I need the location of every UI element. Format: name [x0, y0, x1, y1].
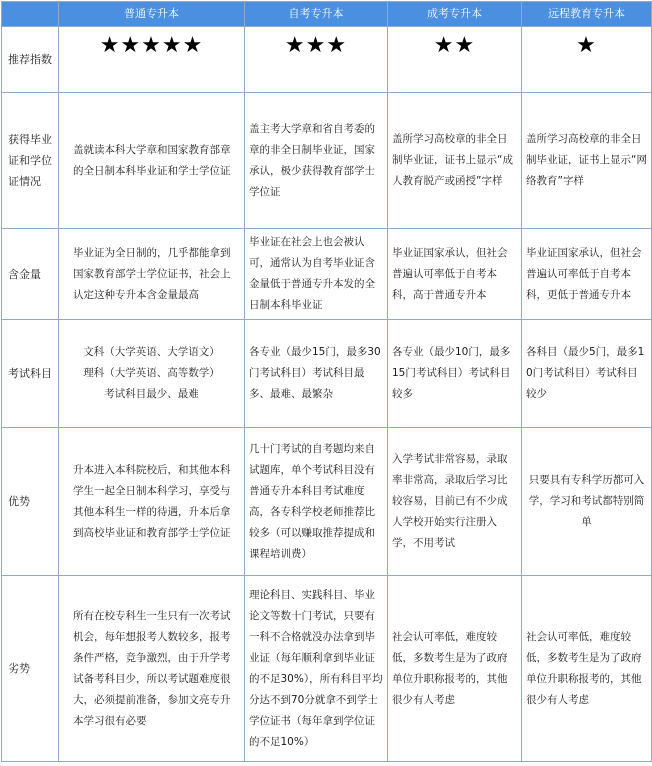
- row-label-value: 含金量: [2, 229, 59, 320]
- header-self-study: 自考专升本: [245, 2, 388, 27]
- header-row: [2, 2, 652, 27]
- comparison-table: [1, 1, 652, 762]
- cell-value-distance: 毕业证国家承认，但社会普遍认可率低于自考本科，更低于普通专升本: [522, 229, 652, 320]
- rating-stars-adult-exam: ★★: [388, 27, 522, 93]
- rating-stars-self-study: ★★★: [245, 27, 388, 93]
- cell-subjects-distance: 各科目（最少5门，最多10门考试科目）考试科目较少: [522, 320, 652, 428]
- cell-advantages-distance: 只要具有专科学历都可入学，学习和考试都特别简单: [522, 428, 652, 576]
- cell-subjects-adult-exam: 各专业（最少10门，最多15门考试科目）考试科目较多: [388, 320, 522, 428]
- cell-value-adult-exam: 毕业证国家承认，但社会普遍认可率低于自考本科，高于普通专升本: [388, 229, 522, 320]
- row-label-advantages: 优势: [2, 428, 59, 576]
- row-certificates: [2, 93, 652, 229]
- cell-advantages-adult-exam: 入学考试非常容易，录取率非常高，录取后学习比较容易，目前已有不少成人学校开始实行注册入学，不用考试: [388, 428, 522, 576]
- header-regular: 普通专升本: [59, 2, 245, 27]
- row-label-disadvantages: 劣势: [2, 576, 59, 762]
- cell-disadvantages-self-study: 理论科目、实践科目、毕业论文等数十门考试，只要有一科不合格就没办法拿到毕业证（每年顺利拿到毕业证的不足30%），所有科目平均分达不到70分就拿不到学士学位证书（每年拿到学位证的不足10%）: [245, 576, 388, 762]
- cell-disadvantages-adult-exam: 社会认可率低，难度较低，多数考生是为了政府单位升职称报考的，其他很少有人考虑: [388, 576, 522, 762]
- cell-value-self-study: 毕业证在社会上也会被认可，通常认为自考毕业证含金量低于普通专升本发的全日制本科毕业证: [245, 229, 388, 320]
- header-distance: 远程教育专升本: [522, 2, 652, 27]
- row-value: [2, 229, 652, 320]
- row-label-certificates: 获得毕业证和学位证情况: [2, 93, 59, 229]
- subjects-arts: 文科（大学英语、大学语文）: [83, 346, 220, 358]
- cell-subjects-self-study: 各专业（最少15门，最多30门考试科目）考试科目最多、最难、最繁杂: [245, 320, 388, 428]
- row-disadvantages: [2, 576, 652, 762]
- cell-certificates-regular: 盖就读本科大学章和国家教育部章的全日制本科毕业证和学士学位证: [59, 93, 245, 229]
- row-subjects: [2, 320, 652, 428]
- cell-value-regular: 毕业证为全日制的，几乎都能拿到国家教育部学士学位证书，社会上认定这种专升本含金量最高: [59, 229, 245, 320]
- cell-advantages-regular: 升本进入本科院校后，和其他本科学生一起全日制本科学习，享受与其他本科生一样的待遇，升本后拿到高校毕业证和教育部学士学位证: [59, 428, 245, 576]
- rating-stars-regular: ★★★★★: [59, 27, 245, 93]
- row-recommendation: [2, 27, 652, 93]
- cell-certificates-distance: 盖所学习高校章的非全日制毕业证，证书上显示“网络教育”字样: [522, 93, 652, 229]
- cell-subjects-regular: [59, 320, 245, 428]
- cell-certificates-self-study: 盖主考大学章和省自考委的章的非全日制毕业证，国家承认，极少获得教育部学士学位证: [245, 93, 388, 229]
- cell-disadvantages-regular: 所有在校专科生一生只有一次考试机会，每年想报考人数较多，报考条件严格，竞争激烈，由于升学考试备考科目少，所以考试题难度很大，必须提前准备，参加文亮专升本学习很有必要: [59, 576, 245, 762]
- row-advantages: [2, 428, 652, 576]
- cell-certificates-adult-exam: 盖所学习高校章的非全日制毕业证，证书上显示“成人教育脱产或函授”字样: [388, 93, 522, 229]
- row-label-recommendation: 推荐指数: [2, 27, 59, 93]
- subjects-summary: 考试科目最少、最难: [104, 388, 199, 400]
- header-corner: [2, 2, 59, 27]
- cell-disadvantages-distance: 社会认可率低，难度较低，多数考生是为了政府单位升职称报考的，其他很少有人考虑: [522, 576, 652, 762]
- rating-stars-distance: ★: [522, 27, 652, 93]
- header-adult-exam: 成考专升本: [388, 2, 522, 27]
- subjects-science: 理科（大学英语、高等数学）: [83, 367, 220, 379]
- row-label-subjects: 考试科目: [2, 320, 59, 428]
- cell-advantages-self-study: 几十门考试的自考题均来自试题库，单个考试科目没有普通专升本科目考试难度高，各专科学校老师推荐比较多（可以赚取推荐提成和课程培训费）: [245, 428, 388, 576]
